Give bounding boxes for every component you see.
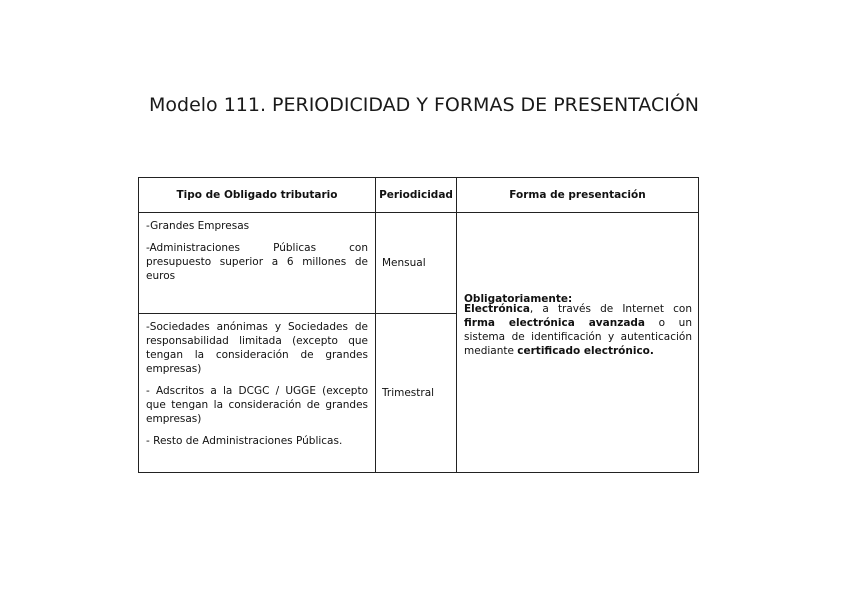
obligado-cell [139, 314, 376, 473]
obligado-item: - Adscritos a la DCGC / UGGE (excepto que tengan la consideración de grandes empresas) [146, 385, 368, 425]
table-row [139, 314, 699, 473]
periodicidad-cell: Mensual [376, 213, 457, 314]
obligado-item: -Grandes Empresas [146, 220, 250, 232]
forma-cell [457, 213, 699, 314]
forma-cell-body [457, 302, 699, 473]
periodicidad-cell: Trimestral [376, 314, 457, 473]
forma-electronica: Electrónica [464, 302, 530, 315]
forma-text-1: , a través de Internet con [529, 302, 692, 315]
header-forma-presentacion: Forma de presentación [457, 178, 699, 213]
obligado-item: -Sociedades anónimas y Sociedades de responsabilidad limitada (excepto que tengan la consideración de grandes empresas) [146, 321, 368, 375]
obligado-cell [139, 213, 376, 314]
page-title: Modelo 111. PERIODICIDAD Y FORMAS DE PRESENTACIÓN [148, 94, 700, 116]
forma-text-2: o un sistema de identificación y autenticación mediante [464, 316, 692, 357]
header-tipo-obligado: Tipo de Obligado tributario [139, 178, 376, 213]
table-header-row [139, 178, 699, 213]
forma-firma: firma electrónica avanzada [464, 316, 646, 329]
obligado-item: -Administraciones Públicas con presupuesto superior a 6 millones de euros [146, 242, 368, 282]
periodicity-table [138, 177, 699, 473]
forma-heading: Obligatoriamente: [464, 292, 573, 305]
obligado-item: - Resto de Administraciones Públicas. [146, 435, 343, 447]
header-periodicidad: Periodicidad [376, 178, 457, 213]
forma-body [464, 302, 692, 358]
table-row [139, 213, 699, 314]
forma-certificado: certificado electrónico. [517, 344, 654, 357]
